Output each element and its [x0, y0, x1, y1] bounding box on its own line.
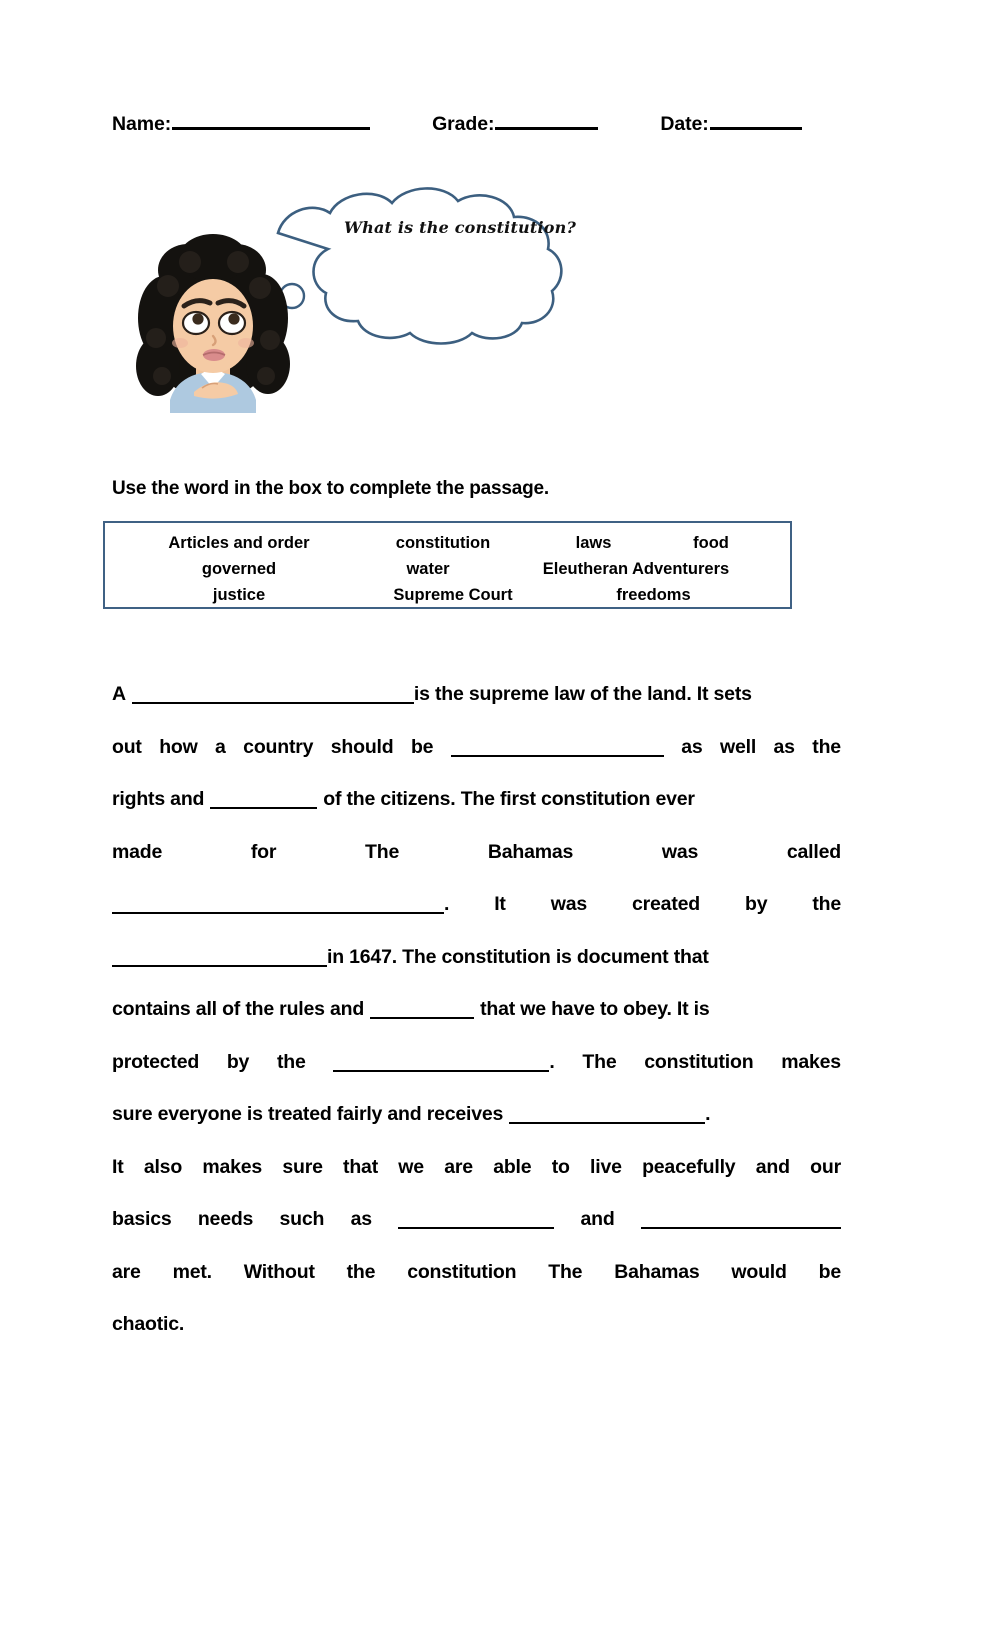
passage-word: be: [410, 735, 434, 758]
answer-blank-10[interactable]: [641, 1209, 841, 1229]
student-info-header: [112, 108, 872, 136]
word-bank-row: [123, 582, 772, 608]
passage-line: [112, 1298, 841, 1351]
passage-word: met.: [172, 1260, 212, 1283]
thought-bubble-and-character: [128, 178, 688, 413]
passage-word: was: [661, 840, 699, 863]
passage-word: Bahamas: [614, 1260, 700, 1283]
date-write-line[interactable]: [710, 108, 802, 130]
word-bank-item[interactable]: freedoms: [616, 586, 691, 604]
passage-word: makes: [202, 1155, 263, 1178]
passage-line: [112, 1141, 841, 1194]
passage-word: basics: [112, 1208, 172, 1230]
passage-word: It: [494, 893, 506, 915]
passage-word: makes: [781, 1050, 841, 1073]
passage-word: Bahamas: [487, 840, 574, 863]
passage-line: [112, 1246, 841, 1299]
passage-word: by: [226, 1050, 250, 1073]
passage-word: .: [444, 893, 450, 915]
word-bank-item[interactable]: food: [693, 534, 729, 552]
passage-word: for: [250, 840, 277, 863]
passage-word: that we have to obey. It is: [480, 998, 710, 1020]
passage-word: our: [810, 1155, 841, 1178]
word-bank-item[interactable]: justice: [212, 586, 266, 604]
passage-word: chaotic.: [112, 1313, 185, 1335]
passage-word: sure: [282, 1155, 323, 1178]
passage-word: and: [580, 1208, 615, 1230]
passage-word: to: [551, 1155, 570, 1178]
passage-word: Without: [243, 1260, 315, 1283]
cloze-passage: [112, 668, 841, 1351]
passage-line: [112, 931, 841, 984]
passage-word: out: [112, 735, 142, 758]
passage-word: would: [731, 1260, 787, 1283]
passage-word: are: [444, 1155, 473, 1178]
passage-word: contains all of the rules and: [112, 998, 365, 1020]
passage-word: is the supreme law of the land. It sets: [413, 683, 752, 705]
passage-word: The: [582, 1050, 617, 1073]
word-bank-row: [123, 530, 772, 556]
word-bank-item[interactable]: water: [406, 560, 450, 578]
answer-blank-9[interactable]: [398, 1209, 554, 1229]
name-write-line[interactable]: [172, 108, 370, 130]
passage-word: rights and: [112, 788, 205, 810]
date-field-group: [660, 108, 801, 136]
answer-blank-8[interactable]: [509, 1104, 705, 1124]
passage-word: how: [159, 735, 198, 758]
passage-word: as: [681, 735, 703, 758]
passage-word: also: [143, 1155, 183, 1178]
passage-word: It: [112, 1155, 124, 1178]
passage-word: the: [812, 735, 841, 758]
answer-blank-7[interactable]: [333, 1052, 549, 1072]
grade-field-group: [432, 108, 598, 136]
passage-word: able: [493, 1155, 532, 1178]
passage-word: be: [818, 1260, 841, 1283]
instruction-text: Use the word in the box to complete the passage.: [112, 478, 549, 499]
passage-word: are: [112, 1260, 141, 1283]
answer-blank-6[interactable]: [370, 999, 474, 1019]
answer-blank-3[interactable]: [210, 789, 317, 809]
date-label: Date:: [660, 112, 709, 135]
passage-word: sure everyone is treated fairly and receives: [112, 1103, 504, 1125]
passage-word: .: [549, 1050, 555, 1073]
passage-word: live: [590, 1155, 622, 1178]
thought-bubble-text: What is the constitution?: [343, 218, 577, 237]
passage-line: [112, 1088, 841, 1141]
passage-line: [112, 721, 841, 774]
passage-word: created: [632, 893, 700, 915]
word-bank-item[interactable]: Articles and order: [168, 534, 310, 552]
passage-word: The: [548, 1260, 583, 1283]
word-bank-item[interactable]: governed: [201, 560, 277, 578]
grade-label: Grade:: [432, 112, 495, 135]
name-field-group: [112, 108, 370, 136]
answer-blank-4[interactable]: [112, 894, 444, 914]
passage-word: as: [350, 1208, 372, 1230]
passage-word: we: [398, 1155, 424, 1178]
passage-word: country: [243, 735, 314, 758]
answer-blank-1[interactable]: [132, 684, 414, 704]
passage-word: made: [112, 840, 163, 863]
passage-word: protected: [112, 1050, 200, 1073]
passage-word: the: [276, 1050, 306, 1073]
passage-line: [112, 668, 841, 721]
passage-word: such: [279, 1208, 325, 1230]
name-label: Name:: [112, 112, 172, 135]
passage-word: that: [343, 1155, 378, 1178]
thought-bubble-icon: [278, 188, 561, 343]
passage-word: by: [744, 893, 768, 915]
passage-word: a: [215, 735, 226, 758]
answer-blank-5[interactable]: [112, 947, 327, 967]
passage-word: .: [705, 1103, 711, 1125]
passage-word: was: [550, 893, 587, 915]
passage-word: of the citizens. The first constitution ever: [323, 788, 695, 810]
passage-word: as: [773, 735, 795, 758]
passage-line: [112, 826, 841, 879]
passage-word: A: [112, 683, 126, 705]
word-bank-item[interactable]: Eleutheran Adventurers: [542, 560, 730, 578]
grade-write-line[interactable]: [495, 108, 598, 130]
passage-word: in 1647. The constitution is document that: [327, 945, 709, 968]
passage-line: [112, 878, 841, 931]
passage-word: should: [330, 735, 394, 758]
answer-blank-2[interactable]: [451, 737, 664, 757]
passage-word: The: [365, 840, 400, 863]
passage-word: well: [720, 735, 757, 758]
passage-word: the: [346, 1260, 376, 1283]
passage-word: constitution: [407, 1260, 517, 1283]
passage-word: needs: [197, 1208, 254, 1230]
word-bank-row: [123, 556, 772, 582]
passage-word: peacefully: [642, 1155, 736, 1178]
passage-line: [112, 983, 841, 1036]
passage-line: [112, 1036, 841, 1089]
passage-word: called: [786, 840, 841, 863]
word-bank-item[interactable]: constitution: [395, 534, 491, 552]
character-avatar: [136, 234, 290, 413]
passage-line: [112, 773, 841, 826]
word-bank-item[interactable]: Supreme Court: [393, 586, 513, 604]
passage-word: and: [755, 1155, 790, 1178]
illustration-group: [128, 178, 688, 413]
word-bank-box: [103, 521, 792, 609]
passage-word: the: [812, 893, 841, 915]
word-bank-item[interactable]: laws: [575, 534, 612, 552]
passage-word: constitution: [644, 1050, 754, 1073]
passage-line: [112, 1193, 841, 1246]
